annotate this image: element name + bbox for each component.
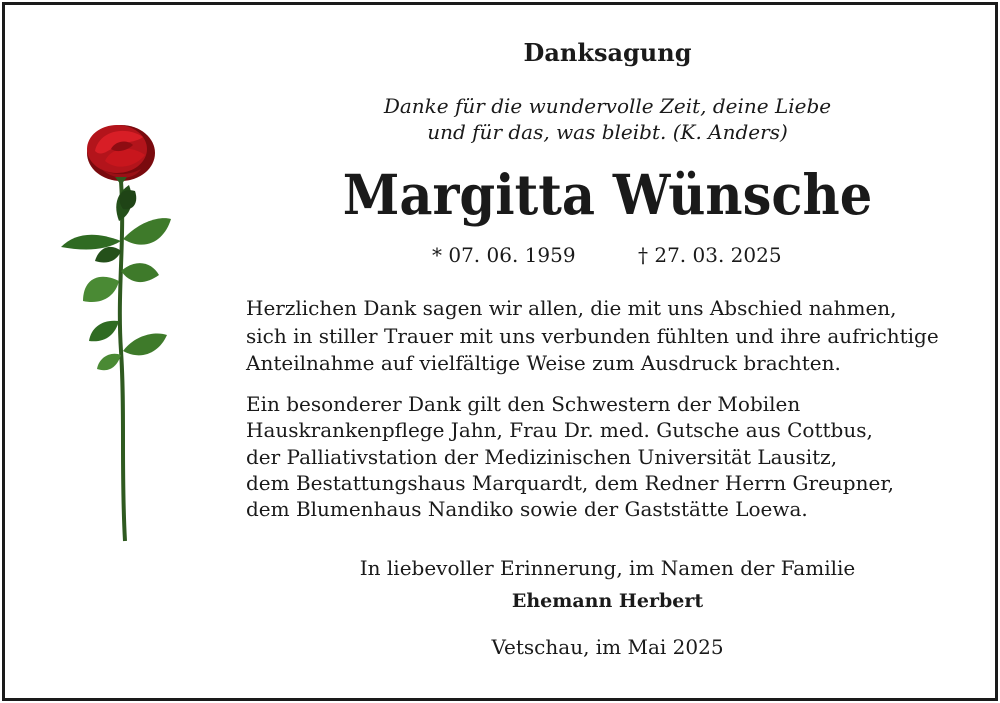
special-thanks-paragraph	[246, 391, 986, 522]
quote	[245, 93, 970, 145]
birth-date: * 07. 06. 1959	[432, 243, 576, 267]
obituary-card	[2, 2, 998, 701]
paragraph-line: dem Bestattungshaus Marquardt, dem Redner Herrn Greupner,	[246, 470, 895, 495]
signer-name: Ehemann Herbert	[511, 590, 704, 612]
heading-title: Danksagung	[523, 38, 692, 67]
paragraph-line: sich in stiller Trauer mit uns verbunden fühlten und ihre aufrichtige	[246, 323, 939, 348]
place-date: Vetschau, im Mai 2025	[491, 635, 724, 659]
paragraph-line: Ein besonderer Dank gilt den Schwestern der Mobilen	[246, 392, 801, 416]
paragraph-line: der Palliativstation der Medizinischen Universität Lausitz,	[246, 444, 838, 469]
quote-line: und für das, was bleibt. (K. Anders)	[427, 120, 788, 144]
red-rose-icon	[55, 121, 195, 546]
paragraph-line: Anteilnahme auf vielfältige Weise zum Ausdruck brachten.	[246, 351, 841, 375]
deceased-name: Margitta Wünsche	[342, 162, 873, 227]
paragraph-line: Hauskrankenpflege Jahn, Frau Dr. med. Gutsche aus Cottbus,	[246, 418, 873, 443]
closing-line: In liebevoller Erinnerung, im Namen der Familie	[359, 556, 856, 580]
death-date: † 27. 03. 2025	[638, 243, 782, 267]
thanks-paragraph	[246, 295, 986, 378]
paragraph-line: dem Blumenhaus Nandiko sowie der Gaststätte Loewa.	[246, 497, 808, 522]
paragraph-line: Herzlichen Dank sagen wir allen, die mit uns Abschied nahmen,	[246, 296, 897, 320]
quote-line: Danke für die wundervolle Zeit, deine Liebe	[383, 94, 832, 118]
